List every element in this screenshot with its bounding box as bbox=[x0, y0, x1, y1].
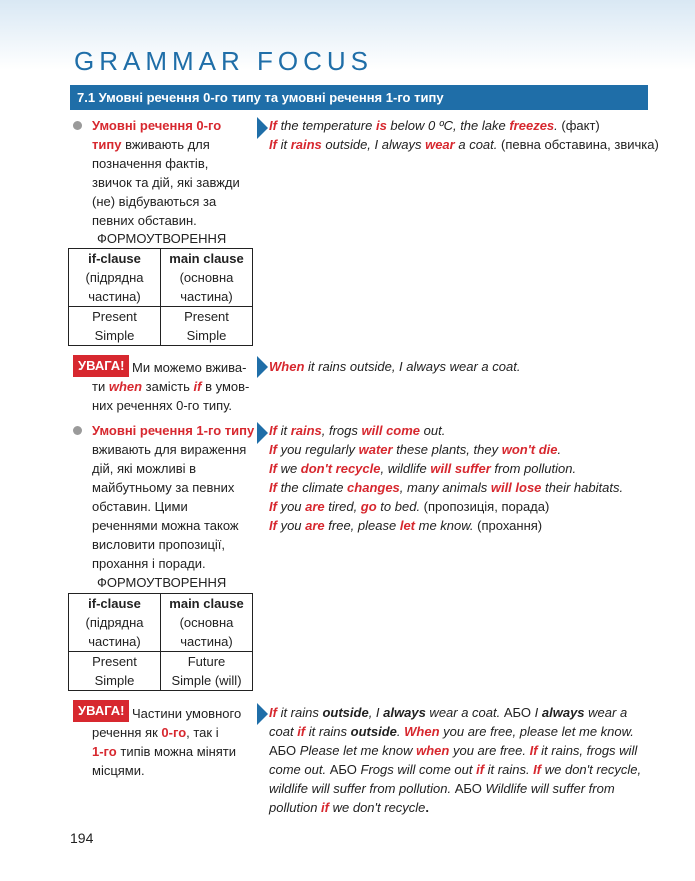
rule-1-type: Умовні речення 1-го типу вживають для вираження дій, які можливі в майбутньому за певних обставин. Цими реченнями можна також висловити пропозиції, прохання і поради. bbox=[92, 423, 255, 571]
bullet-icon bbox=[73, 121, 82, 130]
formation-table bbox=[68, 248, 253, 346]
example-line: pollution if we don't recycle. bbox=[269, 800, 430, 815]
rule-text-line: позначення фактів, bbox=[92, 156, 209, 171]
table-row bbox=[69, 652, 253, 691]
page-title: GRAMMAR FOCUS bbox=[74, 46, 373, 76]
examples-swap bbox=[269, 703, 644, 817]
arrow-icon bbox=[257, 356, 268, 378]
page-number: 194 bbox=[70, 830, 94, 846]
example-line: АБО Please let me know when you are free. If it rains, frogs will bbox=[269, 743, 638, 758]
table-cell: Present Simple bbox=[161, 307, 253, 346]
warning-badge: УВАГА! bbox=[73, 700, 129, 722]
example-line: If it rains outside, I always wear a coat. (певна обставина, звичка) bbox=[269, 137, 659, 152]
example-line: When it rains outside, I always wear a coat. bbox=[269, 359, 521, 374]
example-line: If you are tired, go to bed. (пропозиція, порада) bbox=[269, 499, 550, 514]
rule-text-line: звичок та дій, які завжди bbox=[92, 175, 240, 190]
table-cell: Present Simple bbox=[69, 652, 161, 691]
arrow-icon bbox=[257, 703, 268, 725]
example-line: come out. АБО Frogs will come out if it rains. If we don't recycle, bbox=[269, 762, 642, 777]
example-line: If you are free, please let me know. (прохання) bbox=[269, 518, 543, 533]
example-line: If you regularly water these plants, they won't die. bbox=[269, 442, 562, 457]
table-cell: Present Simple bbox=[69, 307, 161, 346]
arrow-icon bbox=[257, 117, 268, 139]
table-row bbox=[69, 307, 253, 346]
example-line: If it rains, frogs will come out. bbox=[269, 423, 446, 438]
example-line: coat if it rains outside. When you are free, please let me know. bbox=[269, 724, 634, 739]
rule-text-line: (не) відбуваються за bbox=[92, 194, 217, 209]
bullet-icon bbox=[73, 426, 82, 435]
example-when bbox=[269, 357, 520, 376]
example-line: If the temperature is below 0 ºC, the lake freezes. (факт) bbox=[269, 118, 600, 133]
examples-0-type bbox=[269, 116, 659, 154]
table-row bbox=[69, 594, 253, 652]
rule-text-line: певних обставин. bbox=[92, 213, 197, 228]
formation-caption: ФОРМОУТВОРЕННЯ bbox=[97, 575, 227, 590]
table-cell: Future Simple (will) bbox=[161, 652, 253, 691]
example-line: If it rains outside, I always wear a coat. АБО I always wear a bbox=[269, 705, 628, 720]
table-row bbox=[69, 249, 253, 307]
formation-table bbox=[68, 593, 253, 691]
rule-0-type bbox=[92, 116, 262, 230]
example-line: wildlife will suffer from pollution. АБО Wildlife will suffer from bbox=[269, 781, 615, 796]
warning-badge: УВАГА! bbox=[73, 355, 129, 377]
table-cell: if-clause (підрядна частина) bbox=[69, 249, 161, 307]
example-line: If the climate changes, many animals will lose their habitats. bbox=[269, 480, 624, 495]
rule-red-line: Умовні речення 0-го bbox=[92, 118, 222, 133]
table-cell: if-clause (підрядна частина) bbox=[69, 594, 161, 652]
table-cell: main clause (основна частина) bbox=[161, 594, 253, 652]
example-line: If we don't recycle, wildlife will suffer from pollution. bbox=[269, 461, 577, 476]
note-text: Частини умовного речення як 0-го, так і 1-го типів можна міняти місцями. bbox=[92, 706, 242, 778]
rule-red-line: типу bbox=[92, 137, 122, 152]
rule-text-line: вживають для bbox=[125, 137, 210, 152]
section-title: 7.1 Умовні речення 0-го типу та умовні речення 1-го типу bbox=[70, 85, 648, 110]
arrow-icon bbox=[257, 422, 268, 444]
table-cell: main clause (основна частина) bbox=[161, 249, 253, 307]
note-text: Ми можемо вжива- ти when замість if в умов- них реченнях 0-го типу. bbox=[92, 360, 250, 413]
formation-caption: ФОРМОУТВОРЕННЯ bbox=[97, 231, 227, 246]
examples-1-type bbox=[269, 421, 623, 535]
